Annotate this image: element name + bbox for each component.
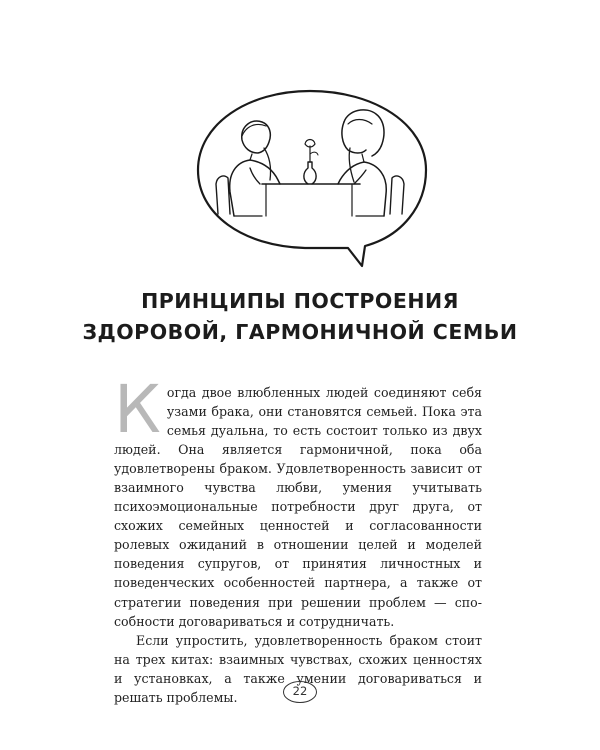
illustration-svg [190, 88, 430, 270]
page-number: 22 [292, 684, 308, 698]
paragraph-1-text: огда двое влюбленных людей соединяют себя узами брака, они становятся семьей. Пока эта семья дуальна, то есть состоит только из двух людей. Она является гармоничной, пока оба удовлетворены браком. Удовлетворенность зависит от взаимного чувства любви, умения учитывать психоэмоциональные потребности друг друга, от схожих семейных ценностей и согласованности ролевых ожиданий в отношении целей и моделей поведения супругов, от принятия личностных и поведенческих особенностей партнера, а также от стратегии поведения при решении проблем — способности договариваться и сотрудничать. [114, 385, 482, 629]
paragraph-1 [114, 371, 482, 631]
drop-cap: К [114, 371, 161, 448]
paragraph-2: Если упростить, удовлетворенность браком стоит на трех китах: взаимных чувствах, схожих ценностях и установках, а также умении договариваться и решать проблемы. [114, 632, 482, 705]
heading-line-1: ПРИНЦИПЫ ПОСТРОЕНИЯ [141, 289, 459, 313]
heading-line-2: ЗДОРОВОЙ, ГАРМОНИЧНОЙ СЕМЬИ [82, 320, 518, 344]
couple-at-table-speech-bubble-icon [190, 88, 430, 270]
body-text [114, 371, 482, 707]
page-number-badge [282, 680, 318, 704]
section-heading [0, 286, 600, 348]
